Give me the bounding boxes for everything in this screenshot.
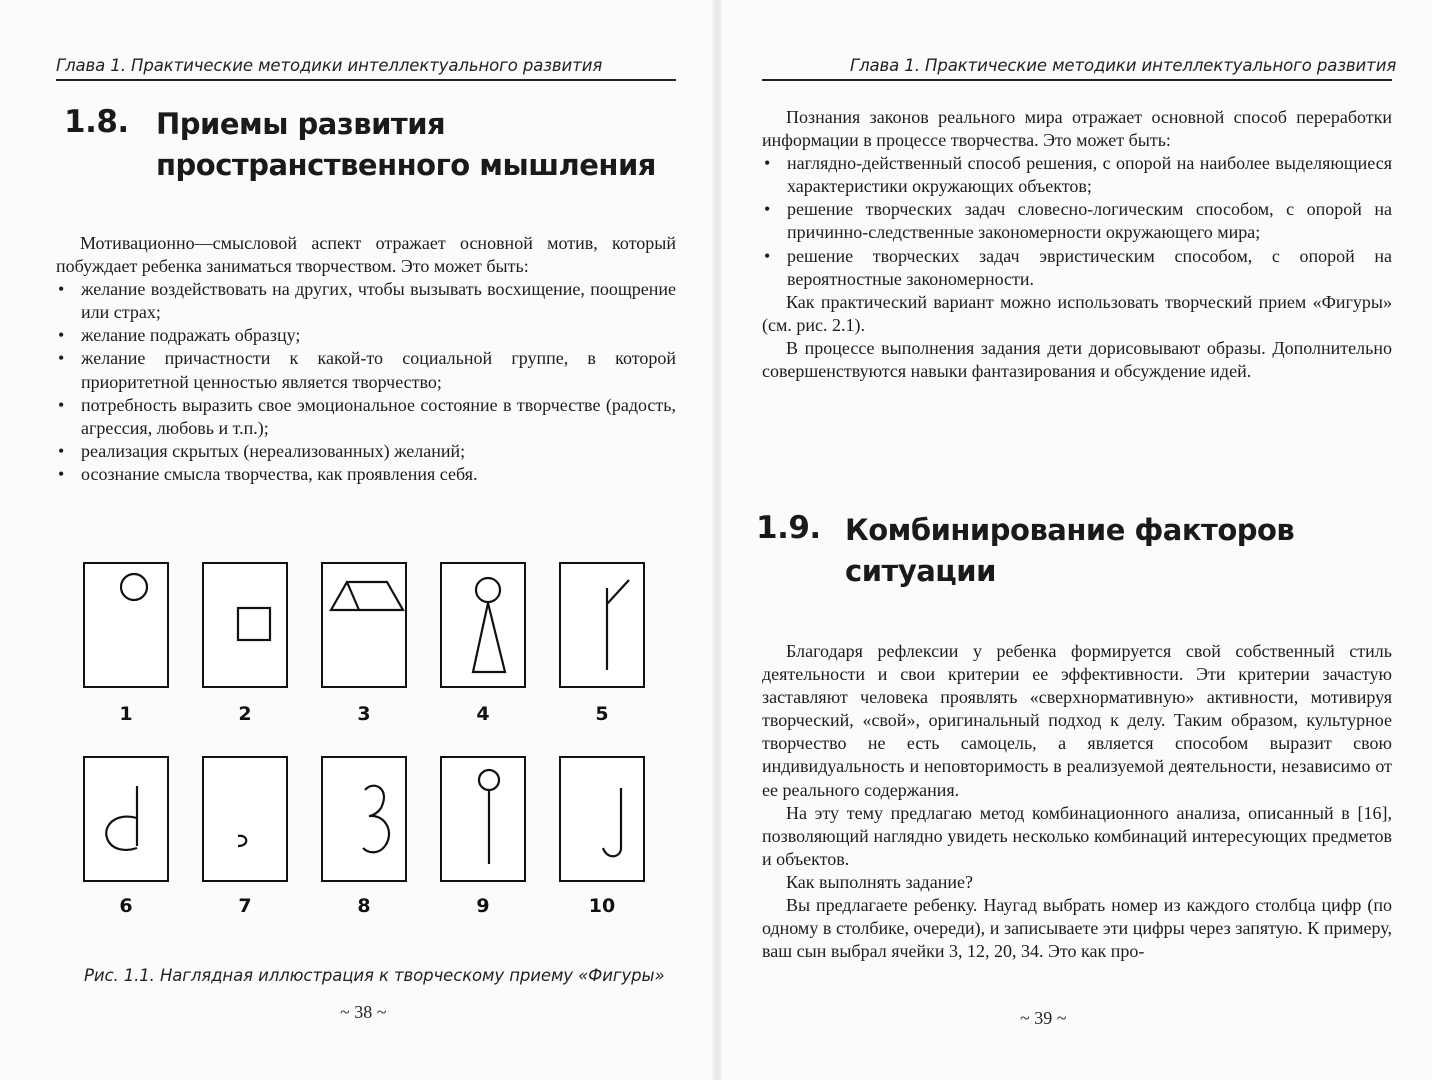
running-head: Глава 1. Практические методики интеллектуального развития <box>850 56 1397 75</box>
paragraph: Как практический вариант можно использовать творческий прием «Фигуры» (см. рис. 2.1). <box>762 291 1392 335</box>
list-item: • потребность выразить свое эмоциональное состояние в творчестве (радость, агрессия, любовь и т.п.); <box>58 394 676 438</box>
figure-caption: Рис. 1.1. Наглядная иллюстрация к творческому приему «Фигуры» <box>84 966 665 985</box>
figure-5-branch <box>559 562 645 688</box>
header-rule <box>56 79 676 81</box>
figure-label: 2 <box>238 703 252 725</box>
paragraph: Благодаря рефлексии у ребенка формируется свой собственный стиль деятельности и свои критерии ее эффективности. Эти критерии зачастую заставляют человека проявлять «сверхнормативную» активности, мотивируя творческий, «свой», оригинальный подход к делу. Таким образом, культурное творчество не есть самоцель, а является способом выразит свою индивидуальность и неповторимость в реализуемой деятельности, независимо от ее реального содержания. <box>762 641 1392 800</box>
section-number: 1.9. <box>756 510 821 546</box>
figure-2-square <box>202 562 288 688</box>
figure-label: 1 <box>119 703 133 725</box>
figure-6-hook <box>83 756 169 882</box>
list-item: • решение творческих задач словесно-логическим способом, с опорой на причинно-следственные закономерности окружающего мира; <box>764 199 1392 243</box>
figure-label: 10 <box>588 895 616 917</box>
list-item: • желание воздействовать на других, чтобы вызывать восхищение, поощрение или страх; <box>58 279 676 323</box>
right-top-body <box>762 106 1392 383</box>
list-item: • осознание смысла творчества, как проявления себя. <box>58 463 478 484</box>
bullet-list <box>56 278 676 486</box>
left-page <box>0 0 712 1080</box>
list-item: • решение творческих задач эвристическим способом, с опорой на вероятностные закономерности. <box>764 245 1392 289</box>
figure-label: 6 <box>119 895 133 917</box>
figure-label: 7 <box>238 895 252 917</box>
figure-4-person <box>440 562 526 688</box>
intro-paragraph: Мотивационно—смысловой аспект отражает основной мотив, который побуждает ребенка заниматься творчеством. Это может быть: <box>56 233 676 277</box>
figure-9-pin <box>440 756 526 882</box>
figure-1-circle <box>83 562 169 688</box>
paragraph: В процессе выполнения задания дети дорисовывают образы. Дополнительно совершенствуются навыки фантазирования и обсуждение идей. <box>762 337 1392 382</box>
figure-3-trapezoid <box>321 562 407 688</box>
figure-8-three <box>321 756 407 882</box>
list-item: • наглядно-действенный способ решения, с опорой на наиболее выделяющиеся характеристики окружающих объектов; <box>764 153 1392 197</box>
left-body <box>56 232 676 486</box>
book-gutter <box>712 0 722 1080</box>
figure-7-small-arc <box>202 756 288 882</box>
section-number: 1.8. <box>64 104 129 140</box>
figure-label: 4 <box>476 703 490 725</box>
figure-label: 3 <box>357 703 371 725</box>
right-page <box>722 0 1432 1080</box>
paragraph: Как выполнять задание? <box>786 871 973 892</box>
paragraph: На эту тему предлагаю метод комбинационного анализа, описанный в [16], позволяющий наглядно увидеть несколько комбинаций интересующих предметов и объектов. <box>762 802 1392 869</box>
paragraph: Вы предлагаете ребенку. Наугад выбрать номер из каждого столбца цифр (по одному в столбике, очереди), и записываете эти цифры через запятую. К примеру, ваш сын выбрал ячейки 3, 12, 20, 34. Это как про- <box>762 895 1392 962</box>
figure-label: 9 <box>476 895 490 917</box>
figure-label: 5 <box>595 703 609 725</box>
right-bottom-body <box>762 640 1392 963</box>
intro-paragraph: Познания законов реального мира отражает основной способ переработки информации в процессе творчества. Это может быть: <box>762 107 1392 151</box>
bullet-list <box>762 152 1392 291</box>
running-head: Глава 1. Практические методики интеллектуального развития <box>56 56 603 75</box>
list-item: • желание подражать образцу; <box>58 325 301 346</box>
page-number: ~ 39 ~ <box>1020 1008 1067 1028</box>
list-item: • желание причастности к какой-то социальной группе, в которой приоритетной ценностью является творчество; <box>58 348 676 392</box>
section-title-line2: пространственного мышления <box>156 148 656 182</box>
header-rule <box>762 79 1392 81</box>
list-item: • реализация скрытых (нереализованных) желаний; <box>58 440 466 461</box>
figure-10-j <box>559 756 645 882</box>
page-number: ~ 38 ~ <box>340 1002 387 1022</box>
section-title-line2: ситуации <box>845 554 996 588</box>
figure-label: 8 <box>357 895 371 917</box>
section-title-line1: Приемы развития <box>156 107 446 141</box>
section-title-line1: Комбинирование факторов <box>845 513 1295 547</box>
